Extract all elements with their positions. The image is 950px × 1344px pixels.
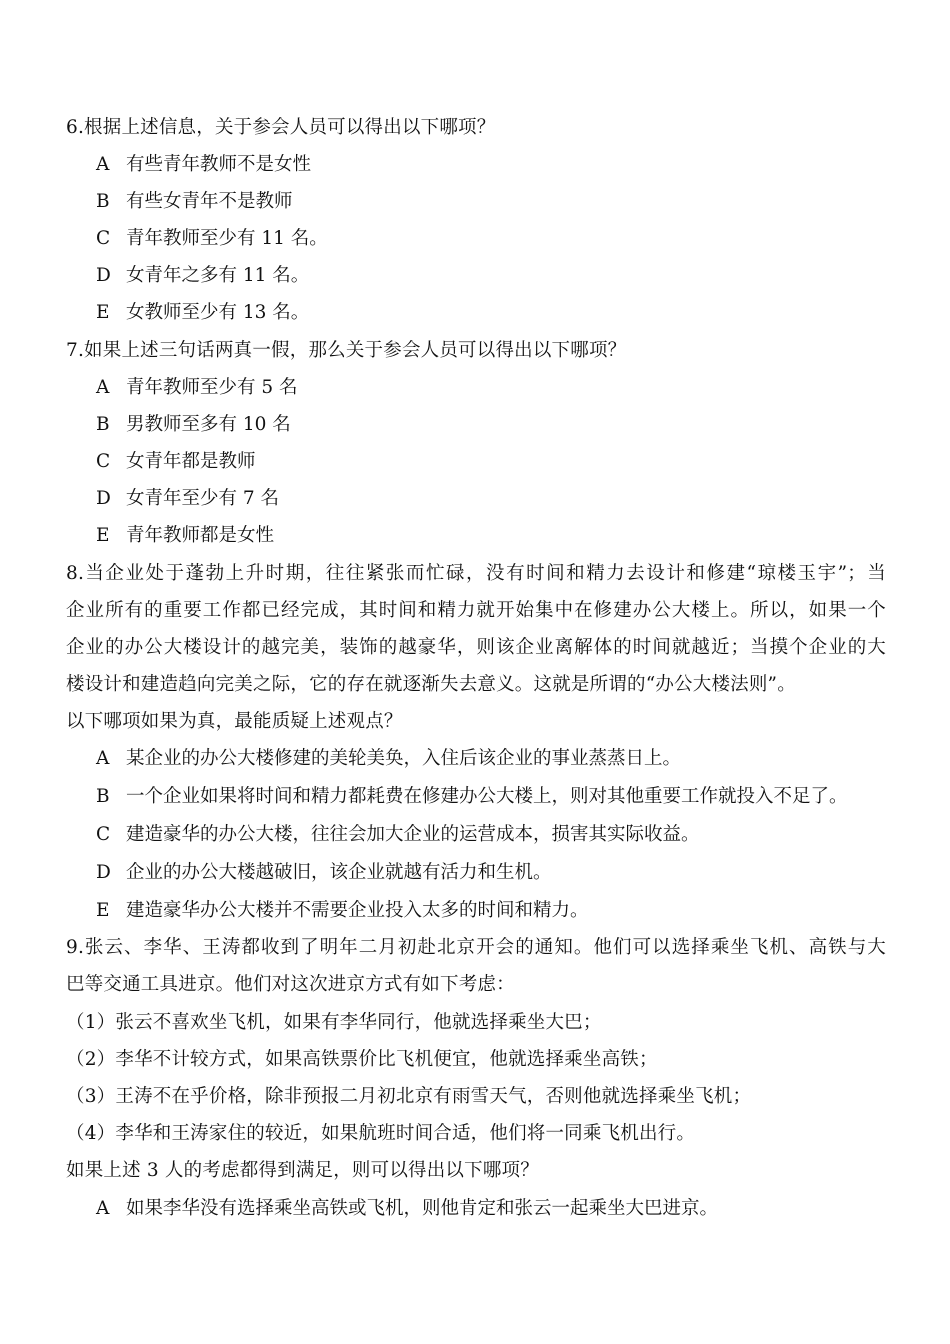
q7-option-e [96,523,274,549]
q6-option-c [96,226,328,252]
q8-passage-line: 企业所有的重要工作都已经完成，其时间和精力就开始集中在修建办公大楼上。所以，如果一个 [66,600,886,621]
option-letter: B [96,786,110,807]
option-text: 女教师至少有 13 名。 [126,302,310,323]
option-letter: C [96,824,111,845]
q6-option-b [96,189,293,215]
option-letter: B [96,414,110,435]
q9-condition: （3）王涛不在乎价格，除非预报二月初北京有雨雪天气，否则他就选择乘坐飞机； [66,1086,752,1107]
option-text: 某企业的办公大楼修建的美轮美奂，入住后该企业的事业蒸蒸日上。 [126,748,682,769]
option-text: 男教师至多有 10 名 [126,414,291,435]
option-letter: E [96,302,110,323]
option-letter: A [96,748,110,769]
q7-stem: 7.如果上述三句话两真一假，那么关于参会人员可以得出以下哪项？ [66,340,627,361]
q9-condition: （4）李华和王涛家住的较近，如果航班时间合适，他们将一同乘飞机出行。 [66,1123,696,1144]
q9-stem: 如果上述 3 人的考虑都得到满足，则可以得出以下哪项？ [66,1160,539,1181]
q6-stem: 6.根据上述信息，关于参会人员可以得出以下哪项？ [66,117,496,138]
option-letter: D [96,862,111,883]
option-letter: C [96,451,111,472]
q8-passage-line: 楼设计和建造趋向完美之际，它的存在就逐渐失去意义。这就是所谓的“办公大楼法则”。 [66,674,796,695]
option-text: 女青年之多有 11 名。 [126,265,310,286]
option-text: 青年教师都是女性 [126,525,275,546]
option-letter: A [96,377,110,398]
option-text: 建造豪华的办公大楼，往往会加大企业的运营成本，损害其实际收益。 [126,824,700,845]
q8-option-a [96,746,681,772]
q9-condition: （2）李华不计较方式，如果高铁票价比飞机便宜，他就选择乘坐高铁； [66,1049,658,1070]
option-text: 青年教师至少有 11 名。 [126,228,328,249]
q7-option-b [96,412,291,438]
q9-passage-line: 9.张云、李华、王涛都收到了明年二月初赴北京开会的通知。他们可以选择乘坐飞机、高铁与大 [66,937,886,958]
option-letter: D [96,488,111,509]
option-text: 建造豪华办公大楼并不需要企业投入太多的时间和精力。 [126,900,589,921]
q7-option-d [96,486,279,512]
option-letter: A [96,154,110,175]
option-letter: E [96,900,110,921]
option-text: 青年教师至少有 5 名 [126,377,298,398]
option-letter: C [96,228,111,249]
option-text: 如果李华没有选择乘坐高铁或飞机，则他肯定和张云一起乘坐大巴进京。 [126,1198,719,1219]
q7-option-c [96,449,256,475]
q6-option-e [96,300,309,326]
q6-option-d [96,263,309,289]
option-letter: A [96,1198,110,1219]
option-text: 有些女青年不是教师 [126,191,293,212]
option-letter: D [96,265,111,286]
q8-option-d [96,860,552,886]
q8-option-b [96,784,848,810]
option-text: 企业的办公大楼越破旧，该企业就越有活力和生机。 [126,862,552,883]
q6-option-a [96,152,311,178]
option-text: 一个企业如果将时间和精力都耗费在修建办公大楼上，则对其他重要工作就投入不足了。 [126,786,848,807]
option-text: 女青年至少有 7 名 [126,488,280,509]
option-letter: E [96,525,110,546]
q8-passage-line: 8.当企业处于蓬勃上升时期，往往紧张而忙碌，没有时间和精力去设计和修建“琼楼玉宇”；当 [66,563,886,584]
q9-condition: （1）张云不喜欢坐飞机，如果有李华同行，他就选择乘坐大巴； [66,1012,602,1033]
option-letter: B [96,191,110,212]
q8-passage-line: 企业的办公大楼设计的越完美，装饰的越豪华，则该企业离解体的时间就越近；当摸个企业的大 [66,637,886,658]
q9-option-a [96,1196,718,1222]
option-text: 有些青年教师不是女性 [126,154,312,175]
q8-stem: 以下哪项如果为真，最能质疑上述观点？ [66,711,403,732]
q8-option-c [96,822,700,848]
q8-option-e [96,898,589,924]
q7-option-a [96,375,298,401]
q9-passage-line: 巴等交通工具进京。他们对这次进京方式有如下考虑： [66,974,515,995]
option-text: 女青年都是教师 [126,451,256,472]
